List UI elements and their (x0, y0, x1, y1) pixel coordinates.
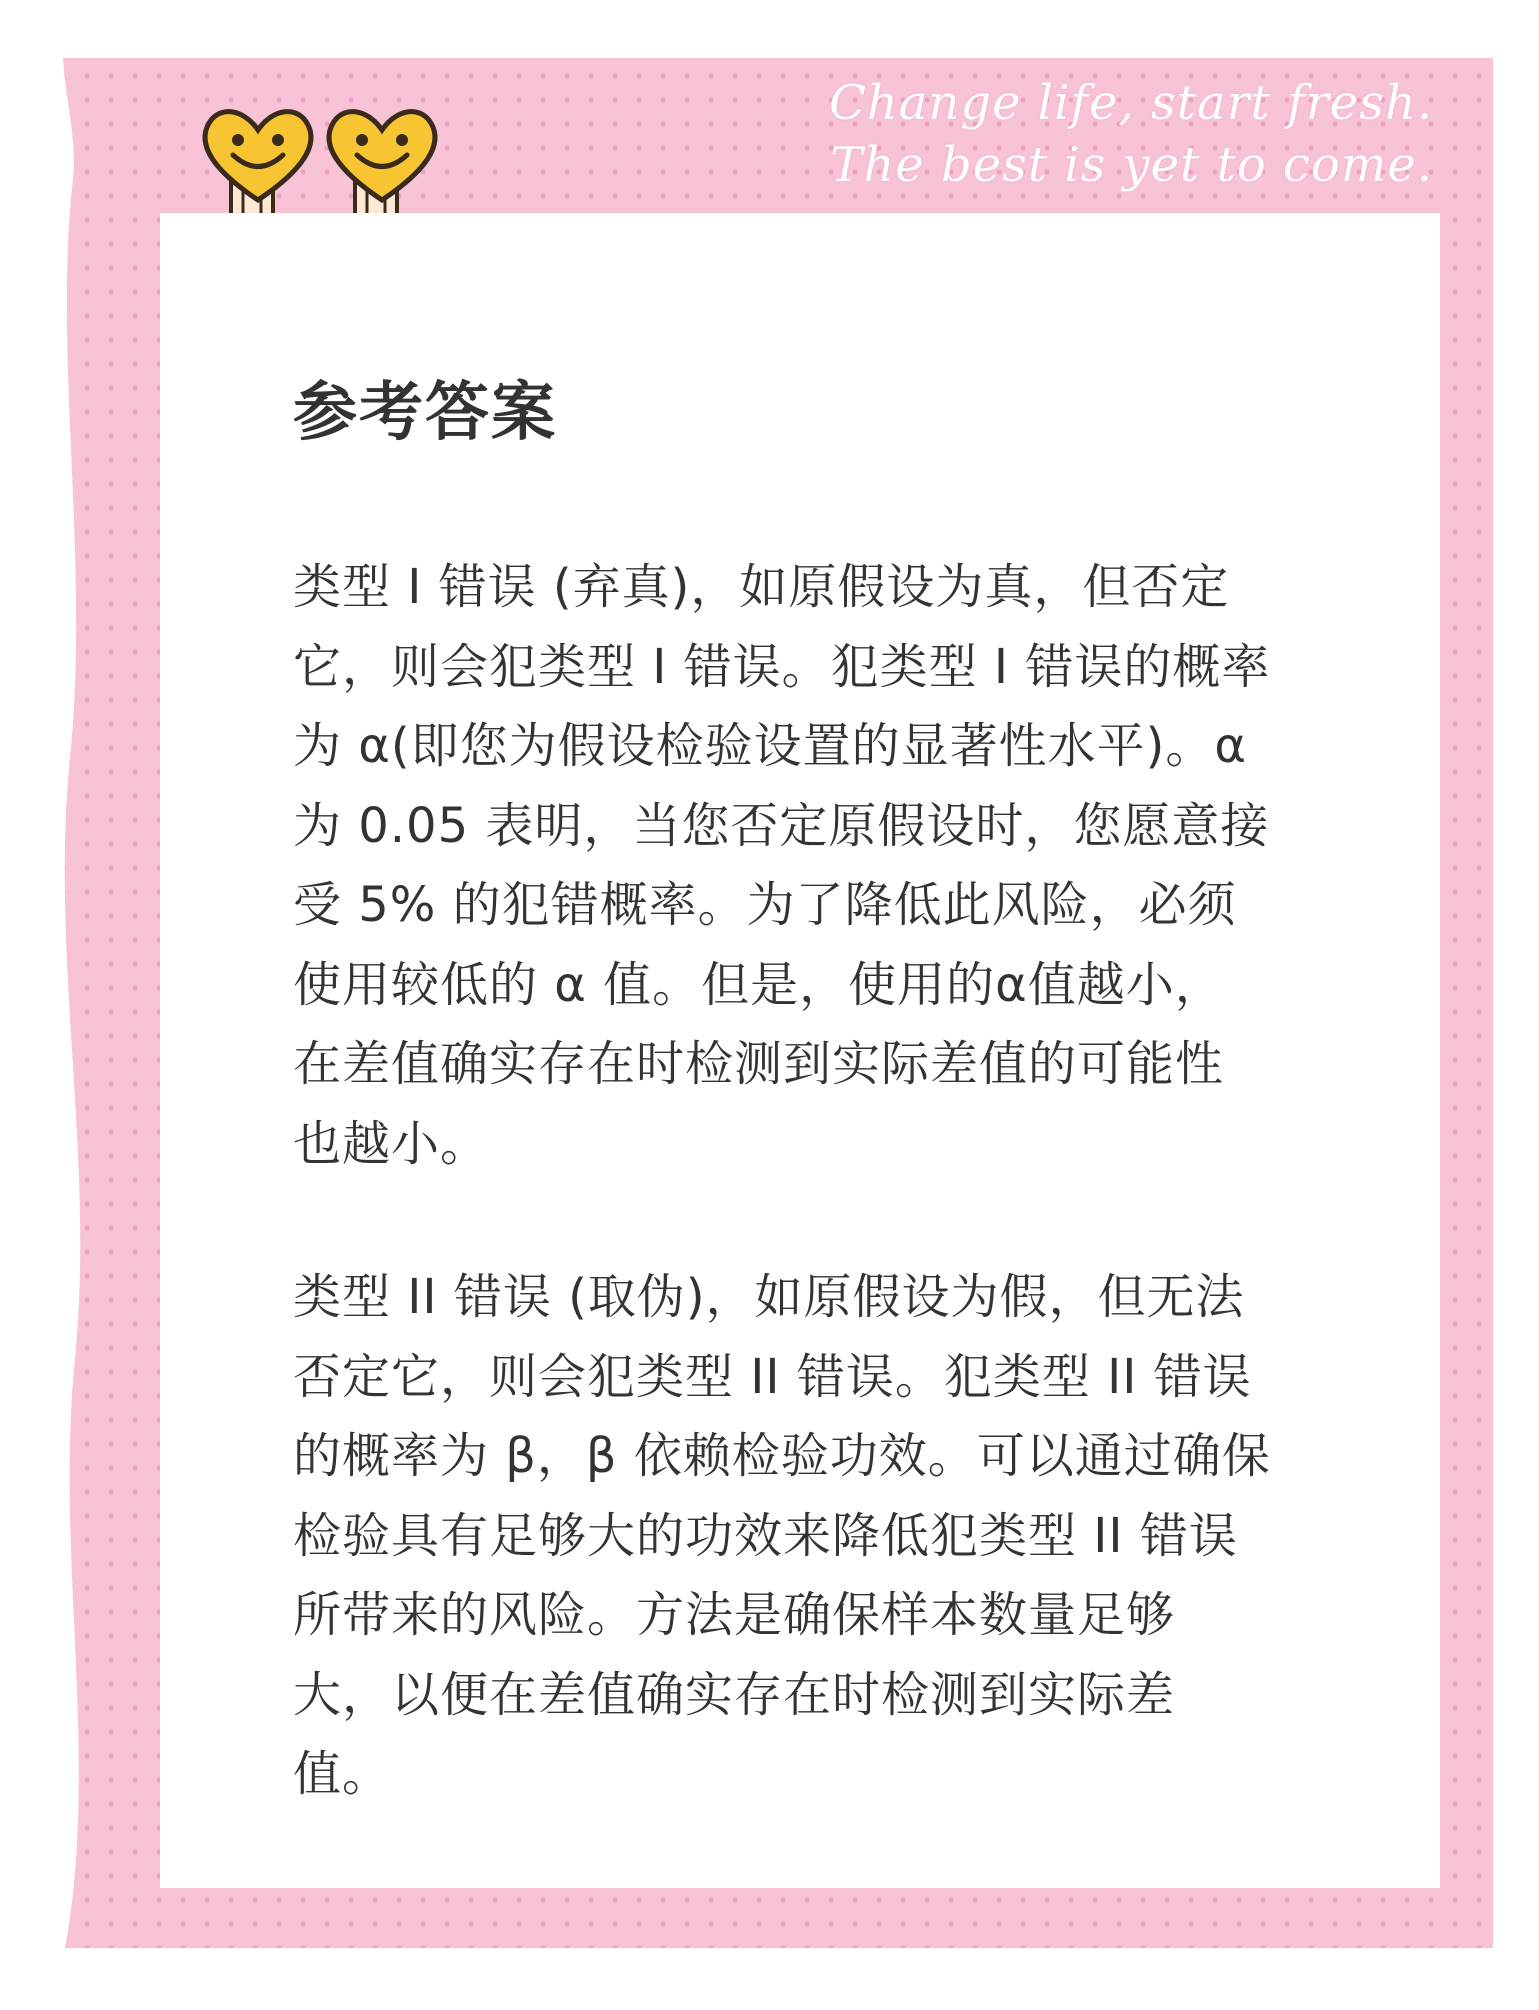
page-title: 参考答案 (293, 376, 557, 450)
text-line: 类型 I 错误 (弃真)，如原假设为真，但否定 (293, 559, 1230, 615)
content-card (160, 213, 1440, 1888)
slogan-watermark (829, 72, 1433, 196)
text-line: 使用较低的 α 值。但是，使用的α值越小， (293, 956, 1224, 1013)
text-line: 受 5% 的犯错概率。为了降低此风险，必须 (293, 877, 1237, 933)
text-line: 大，以便在差值确实存在时检测到实际差 (293, 1666, 1176, 1723)
paragraph-type-2-error (293, 1258, 1403, 1815)
slogan-line-1: Change life, start fresh. (829, 75, 1433, 131)
text-line: 为 α(即您为假设检验设置的显著性水平)。α (293, 718, 1247, 774)
heart-smiley-icon (317, 100, 447, 230)
paragraph-type-1-error (293, 548, 1403, 1184)
text-line: 也越小。 (293, 1115, 490, 1172)
heart-smiley-icon (193, 100, 323, 230)
text-line: 所带来的风险。方法是确保样本数量足够 (293, 1587, 1176, 1643)
text-line: 在差值确实存在时检测到实际差值的可能性 (293, 1036, 1225, 1092)
text-line: 的概率为 β，β 依赖检验功效。可以通过确保 (293, 1428, 1271, 1484)
wavy-left-edge (45, 58, 165, 1948)
text-line: 否定它，则会犯类型 II 错误。犯类型 II 错误 (293, 1348, 1252, 1405)
pink-dotted-frame (45, 58, 1493, 1948)
text-line: 它，则会犯类型 I 错误。犯类型 I 错误的概率 (293, 638, 1271, 695)
text-line: 为 0.05 表明，当您否定原假设时，您愿意接 (293, 797, 1270, 854)
text-line: 值。 (293, 1746, 392, 1802)
slogan-line-2: The best is yet to come. (830, 137, 1433, 193)
text-line: 检验具有足够大的功效来降低犯类型 II 错误 (293, 1507, 1238, 1564)
text-line: 类型 II 错误 (取伪)，如原假设为假，但无法 (293, 1269, 1245, 1325)
